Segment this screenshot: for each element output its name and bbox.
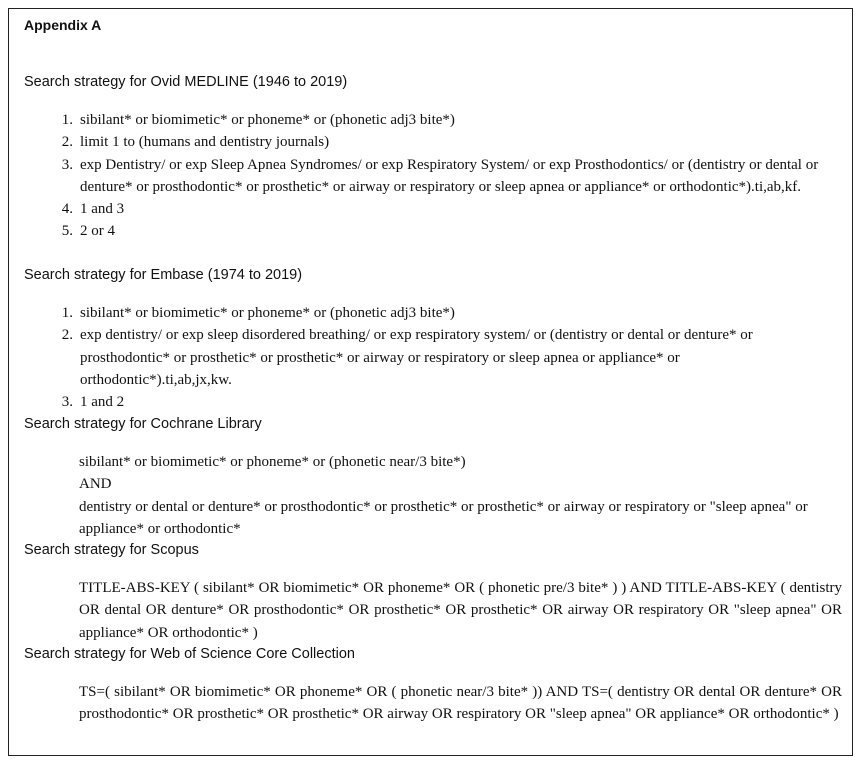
section-title-medline: Search strategy for Ovid MEDLINE (1946 to 2019) [24,74,348,90]
scopus-query: TITLE-ABS-KEY ( sibilant* OR biomimetic* OR phoneme* OR ( phonetic pre/3 bite* ) ) AND TITLE-ABS-KEY ( dentistry OR dental OR denture* OR prosthodontic* OR prosthetic* OR prosthetic* OR airway OR respiratory OR "sleep apnea" OR appliance* OR orthodontic* ) [79,580,842,641]
query-line: dentistry or dental or denture* or prosthodontic* or prosthetic* or prosthetic* or airway or respiratory or "sleep apnea" or appliance* or orthodontic* [79,498,808,537]
list-item: 5. 2 or 4 [61,223,115,240]
list-item: 3. 1 and 2 [61,394,125,411]
list-item: 2. limit 1 to (humans and dentistry journals) [61,134,330,151]
query-line: sibilant* or biomimetic* or phoneme* or (phonetic near/3 bite*) [79,454,466,470]
list-item: 2. exp dentistry/ or exp sleep disordered breathing/ or exp respiratory system/ or (dentistry or dental or denture* or prosthodontic* or prosthetic* or prosthetic* or airway or respiratory or sleep apnea or appliance* or orthodontic*).ti,ab,jx,kw. [61,327,753,388]
embase-steps [51,302,831,413]
list-item: 1. sibilant* or biomimetic* or phoneme* or (phonetic adj3 bite*) [61,112,455,128]
wos-query: TS=( sibilant* OR biomimetic* OR phoneme* OR ( phonetic near/3 bite* )) AND TS=( dentistry OR dental OR denture* OR prosthodontic* OR prosthetic* OR prosthetic* OR airway OR respiratory OR "sleep apnea" OR appliance* OR orthodontic* ) [79,684,842,723]
cochrane-query [79,451,842,540]
list-item: 4. 1 and 3 [61,201,125,218]
list-item: 1. sibilant* or biomimetic* or phoneme* or (phonetic adj3 bite*) [61,305,455,321]
query-operator: AND [79,476,112,493]
list-item: 3. exp Dentistry/ or exp Sleep Apnea Syndromes/ or exp Respiratory System/ or exp Prosthodontics/ or (dentistry or dental or denture* or prosthodontic* or prosthetic* or airway or respiratory or sleep apnea or appliance* or orthodontic*).ti,ab,kf. [61,156,819,195]
appendix-box [8,8,853,756]
section-title-scopus: Search strategy for Scopus [24,542,199,558]
section-title-cochrane: Search strategy for Cochrane Library [24,416,262,432]
medline-steps [51,109,831,243]
section-title-wos: Search strategy for Web of Science Core Collection [24,646,355,662]
section-title-embase: Search strategy for Embase (1974 to 2019) [24,267,303,283]
appendix-heading: Appendix A [24,17,102,33]
